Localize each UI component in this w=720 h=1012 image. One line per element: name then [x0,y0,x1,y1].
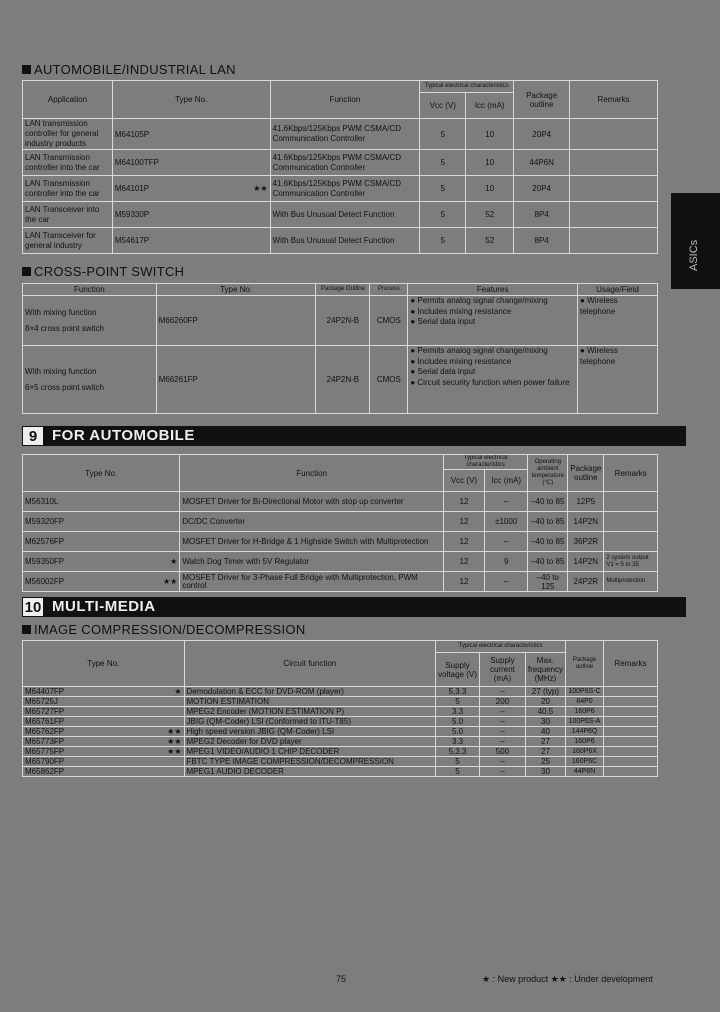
col-type: Type No. [23,641,185,687]
table-row [23,572,658,592]
current-cell: – [479,687,525,697]
vcc-cell: 5 [420,150,466,176]
type-cell [23,747,185,757]
function-cell: 41.6Kbps/125Kbps PWM CSMA/CD Communication Controller [270,176,420,202]
voltage-cell: 5.0 [436,717,480,727]
type-no: M56002FP [25,577,65,586]
feature-item [410,307,575,318]
bullet-icon: ● [410,317,418,326]
col-supply-current: Supply current (mA) [479,653,525,687]
remarks-cell [604,727,658,737]
package-cell: 24P2N-B [316,346,370,414]
circuit-cell: MOTION ESTIMATION [184,697,436,707]
package-cell: 160P6 [566,707,604,717]
type-cell [23,707,185,717]
circuit-cell: MPEG1 AUDIO DECODER [184,767,436,777]
process-cell: CMOS [370,296,408,346]
current-cell: 500 [479,747,525,757]
temp-cell: –40 to 125 [528,572,568,592]
status-star: ★ [170,557,178,566]
status-star: ★ [174,687,182,696]
usage-cell [578,296,658,346]
function-line: With mixing function [25,366,97,376]
usage-text: Wireless telephone [580,346,618,366]
remarks-cell [570,202,658,228]
col-remarks: Remarks [570,81,658,119]
table-row [23,512,658,532]
package-cell: 24P2N-B [316,296,370,346]
vcc-cell: 12 [443,492,484,512]
function-cell: 41.6Kbps/125Kbps PWM CSMA/CD Communication Controller [270,150,420,176]
frequency-cell: 20 [525,697,565,707]
status-star: ★★ [167,747,182,756]
feature-text: Permits analog signal change/mixing [417,346,548,355]
col-supply-voltage: Supply voltage (V) [436,653,480,687]
frequency-cell: 40.5 [525,707,565,717]
type-no: M59320FP [25,517,65,526]
col-remarks: Remarks [604,641,658,687]
type-cell [112,228,270,254]
application-cell: LAN Transceiver into the car [23,202,113,228]
icc-cell: 10 [466,119,514,150]
bullet-icon: ● [410,356,418,366]
vcc-cell: 12 [443,532,484,552]
col-vcc: Vcc (V) [443,470,484,492]
package-cell: 100P6S-C [566,687,604,697]
type-cell [23,687,185,697]
voltage-cell: 5.0 [436,727,480,737]
icc-cell: 10 [466,176,514,202]
package-cell: 12P5 [568,492,604,512]
function-cell [23,296,157,346]
function-line: 6×5 cross point switch [25,382,104,392]
status-star: ★★ [163,577,178,586]
function-line: 8×4 cross point switch [25,323,104,333]
remarks-cell [604,737,658,747]
frequency-cell: 40 [525,727,565,737]
table-row [23,727,658,737]
circuit-cell: MPEG2 Decoder for DVD player [184,737,436,747]
col-type: Type No. [112,81,270,119]
table-row [23,767,658,777]
type-no: M64101P [114,184,150,193]
type-no: M59350FP [25,557,65,566]
type-no: M56310L [25,497,59,506]
table-row [23,552,658,572]
function-cell: Watch Dog Timer with 5V Regulator [180,552,444,572]
frequency-cell: 27 (typ) [525,687,565,697]
col-remarks: Remarks [604,455,658,492]
type-cell [23,717,185,727]
section-title-crosspoint: CROSS-POINT SWITCH [22,264,184,279]
usage-text: Wireless telephone [580,296,618,316]
remarks-cell [604,707,658,717]
section-title-automobile-lan: AUTOMOBILE/INDUSTRIAL LAN [22,62,236,77]
side-tab [671,193,720,289]
col-package: Package outline [566,641,604,687]
type-cell [23,767,185,777]
application-cell: LAN Transmission controller into the car [23,150,113,176]
circuit-cell: MPEG1 VIDEO/AUDIO 1 CHIP DECODER [184,747,436,757]
type-cell: M66261FP [156,346,316,414]
type-no: M65790FP [25,757,65,766]
voltage-cell: 5 [436,767,480,777]
temp-cell: –40 to 85 [528,512,568,532]
feature-item [410,346,575,357]
icc-cell: 9 [485,552,528,572]
table-row [23,492,658,512]
temp-cell: –40 to 85 [528,532,568,552]
current-cell: – [479,727,525,737]
feature-text: Includes mixing resistance [417,306,512,316]
type-no: M65761FP [25,717,65,726]
feature-text: Includes mixing resistance [417,356,512,366]
voltage-cell: 3.3 [436,707,480,717]
package-cell: 100P6S-A [566,717,604,727]
remarks-cell: Multiprotection [604,572,658,592]
icc-cell: – [485,532,528,552]
current-cell: 200 [479,697,525,707]
remarks-cell [604,697,658,707]
bullet-icon: ● [580,346,588,355]
type-no: M64407FP [25,687,65,696]
remarks-cell [570,228,658,254]
col-process: Process [370,284,408,296]
col-optemp: Operating ambient temperature (°C) [528,455,568,492]
function-cell: With Bus Unusual Detect Function [270,202,420,228]
remarks-cell: 2 system output V1 = 5 to 35 [604,552,658,572]
remarks-cell [570,119,658,150]
voltage-cell: 5,3.3 [436,687,480,697]
table-row [23,707,658,717]
package-cell: 24P2R [568,572,604,592]
crosspoint-table [22,283,658,414]
page-number: 75 [336,974,347,984]
package-cell: 20P4 [514,176,570,202]
package-cell: 44P6N [566,767,604,777]
feature-text: Circuit security function when power failure [417,377,570,387]
section-title: MULTI-MEDIA [52,598,156,615]
package-cell: 8P4 [514,228,570,254]
feature-item [410,296,575,307]
remarks-cell [604,747,658,757]
icc-cell: 52 [466,202,514,228]
package-cell: 44P6N [514,150,570,176]
multimedia-table [22,640,658,777]
feature-item [410,357,575,368]
circuit-cell: MPEG2 Encoder (MOTION ESTIMATION P) [184,707,436,717]
current-cell: – [479,717,525,727]
table-row [23,687,658,697]
function-cell: 41.6Kbps/125Kbps PWM CSMA/CD Communication Controller [270,119,420,150]
section-number: 9 [22,426,44,446]
vcc-cell: 5 [420,119,466,150]
section-title: FOR AUTOMOBILE [52,427,195,444]
circuit-cell: Demodulation & ECC for DVD-ROM (player) [184,687,436,697]
package-cell: 144P6Q [566,727,604,737]
frequency-cell: 27 [525,737,565,747]
type-no: M59330P [114,210,150,219]
table-row [23,228,658,254]
remarks-cell [604,512,658,532]
col-features: Features [408,284,578,296]
vcc-cell: 12 [443,572,484,592]
table-row [23,757,658,767]
temp-cell: –40 to 85 [528,552,568,572]
type-no: M64100TFP [114,158,159,167]
remarks-cell [604,532,658,552]
type-no: M64105P [114,129,150,139]
current-cell: – [479,707,525,717]
feature-text: Serial data input [417,367,476,376]
type-cell [112,202,270,228]
col-package: Package outline [568,455,604,492]
col-function: Function [270,81,420,119]
frequency-cell: 30 [525,767,565,777]
icc-cell: ±1000 [485,512,528,532]
function-cell: MOSFET Driver for H-Bridge & 1 Highside Switch with Multiprotection [180,532,444,552]
status-star: ★★ [253,184,268,193]
col-package: Package outline [514,81,570,119]
type-no: M65727FP [25,707,65,716]
vcc-cell: 12 [443,552,484,572]
type-cell [23,512,180,532]
section-band-for-automobile [22,426,686,446]
table-row [23,202,658,228]
table-row [23,532,658,552]
remarks-cell [570,150,658,176]
current-cell: – [479,737,525,747]
type-cell [23,552,180,572]
current-cell: – [479,757,525,767]
type-no: M65725J [25,697,58,706]
type-no: M65862FP [25,767,65,776]
bullet-icon: ● [410,346,418,355]
function-cell: MOSFET Driver for 3-Phase Full Bridge with Multiprotection, PWM control [180,572,444,592]
bullet-icon: ● [410,377,418,387]
type-cell [23,532,180,552]
bullet-icon: ● [410,306,418,316]
application-cell: LAN Transmission controller into the car [23,176,113,202]
col-icc: Icc (mA) [466,93,514,119]
frequency-cell: 30 [525,717,565,727]
type-cell [23,492,180,512]
status-star: ★★ [167,727,182,736]
vcc-cell: 12 [443,512,484,532]
col-vcc: Vcc (V) [420,93,466,119]
feature-item [410,378,575,389]
section-number: 10 [22,597,44,617]
for-automobile-table [22,454,658,592]
table-row [23,717,658,727]
bullet-icon: ● [410,296,418,305]
section-band-multimedia [22,597,686,617]
application-cell: LAN Transceiver for general industry [23,228,113,254]
function-cell: With Bus Unusual Detect Function [270,228,420,254]
type-cell [23,697,185,707]
package-cell: 160P6 [566,737,604,747]
table-row [23,747,658,757]
type-no: M62576FP [25,537,65,546]
vcc-cell: 5 [420,202,466,228]
function-cell: MOSFET Driver for Bi-Directional Motor with stop up converter [180,492,444,512]
icc-cell: 52 [466,228,514,254]
vcc-cell: 5 [420,228,466,254]
col-max-frequency: Max. frequency (MHz) [525,653,565,687]
features-cell [408,346,578,414]
col-function: Function [23,284,157,296]
icc-cell: – [485,572,528,592]
table-row [23,697,658,707]
circuit-cell: High speed version JBIG (QM-Coder) LSI [184,727,436,737]
remarks-cell [570,176,658,202]
table-row [23,176,658,202]
section-title-image-compression: IMAGE COMPRESSION/DECOMPRESSION [22,622,306,637]
remarks-cell [604,717,658,727]
type-cell: M66260FP [156,296,316,346]
type-cell [23,737,185,747]
package-cell: 14P2N [568,552,604,572]
package-cell: 14P2N [568,512,604,532]
col-circuit: Circuit function [184,641,436,687]
type-no: M65762FP [25,727,65,736]
type-cell [112,176,270,202]
col-typical: Typical electrical characteristics [420,81,514,93]
temp-cell: –40 to 85 [528,492,568,512]
col-usage: Usage/Field [578,284,658,296]
voltage-cell: 3.3 [436,737,480,747]
bullet-icon: ● [580,296,588,305]
voltage-cell: 5 [436,697,480,707]
function-line: With mixing function [25,307,97,317]
current-cell: – [479,767,525,777]
application-cell: LAN transmission controller for general industry products [23,119,113,150]
bullet-icon: ● [410,367,418,376]
type-no: M65773FP [25,737,65,746]
col-package: Package Outline [316,284,370,296]
col-function: Function [180,455,444,492]
table-row [23,346,658,414]
voltage-cell: 5 [436,757,480,767]
feature-text: Permits analog signal change/mixing [417,296,548,305]
package-cell: 160P6C [566,757,604,767]
type-cell [23,757,185,767]
voltage-cell: 5,3.3 [436,747,480,757]
col-typical: Typical electrical characteristics [436,641,566,653]
frequency-cell: 25 [525,757,565,767]
circuit-cell: FBTC TYPE IMAGE COMPRESSION/DECOMPRESSION [184,757,436,767]
package-cell: 8P4 [514,202,570,228]
footer-legend: ★ : New product ★★ : Under development [482,974,653,984]
remarks-cell [604,687,658,697]
package-cell: 36P2R [568,532,604,552]
col-icc: Icc (mA) [485,470,528,492]
process-cell: CMOS [370,346,408,414]
icc-cell: 10 [466,150,514,176]
table-row [23,150,658,176]
function-cell [23,346,157,414]
col-application: Application [23,81,113,119]
col-typical: Typical electrical characteristics [443,455,527,470]
remarks-cell [604,492,658,512]
frequency-cell: 27 [525,747,565,757]
remarks-cell [604,757,658,767]
function-cell: DC/DC Converter [180,512,444,532]
type-no: M65775FP [25,747,65,756]
type-cell [112,150,270,176]
feature-item [410,367,575,378]
status-star: ★★ [167,737,182,746]
col-type: Type No. [23,455,180,492]
table-row [23,737,658,747]
vcc-cell: 5 [420,176,466,202]
table-row [23,296,658,346]
package-cell: 160P6X [566,747,604,757]
usage-cell [578,346,658,414]
type-cell [112,119,270,150]
automobile-lan-table [22,80,658,254]
feature-item [410,317,575,328]
icc-cell: – [485,492,528,512]
features-cell [408,296,578,346]
side-tab-label: ASICs [688,239,700,271]
package-cell: 84P0 [566,697,604,707]
feature-text: Serial data input [417,317,476,326]
type-no: M54617P [114,236,150,245]
col-type: Type No. [156,284,316,296]
type-cell [23,727,185,737]
type-cell [23,572,180,592]
remarks-cell [604,767,658,777]
table-row [23,119,658,150]
package-cell: 20P4 [514,119,570,150]
circuit-cell: JBIG (QM-Coder) LSI (Conformed to ITU-T85) [184,717,436,727]
